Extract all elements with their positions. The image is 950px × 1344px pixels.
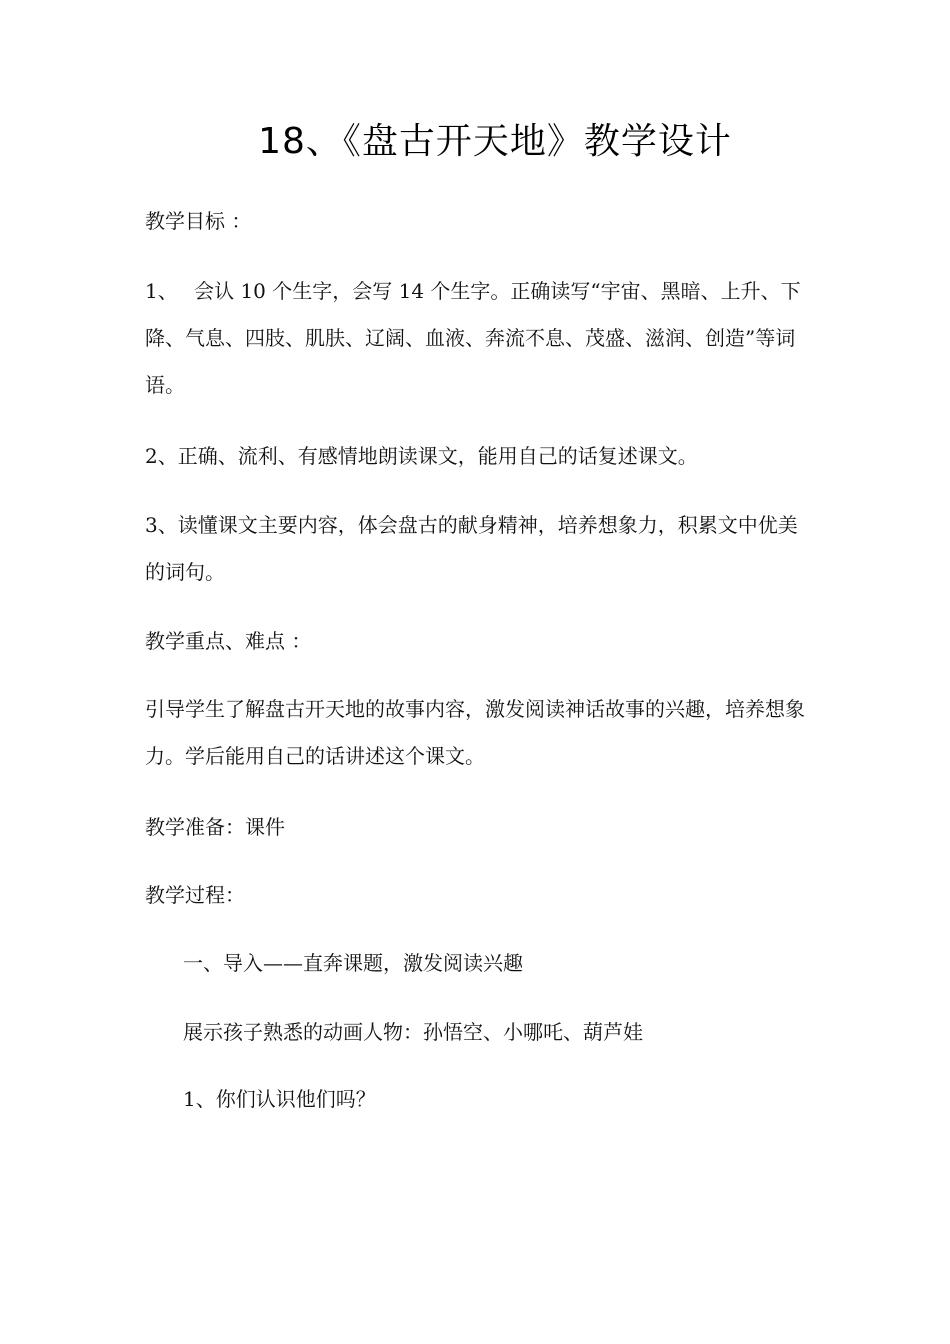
objective-item-2: 2、正确、流利、有感情地朗读课文，能用自己的话复述课文。 <box>145 444 698 468</box>
document-title: 18、《盘古开天地》教学设计 <box>258 121 732 162</box>
section-heading-objectives: 教学目标 ： <box>145 209 252 233</box>
process-step-intro: 一、导入——直奔课题，激发阅读兴趣 <box>183 951 523 975</box>
section-heading-process: 教学过程： <box>145 883 245 907</box>
process-question-1: 1、你们认识他们吗？ <box>183 1087 376 1111</box>
process-display-line: 展示孩子熟悉的动画人物：孙悟空、小哪吒、葫芦娃 <box>183 1020 643 1044</box>
section-heading-key-points: 教学重点、难点 ： <box>145 629 312 653</box>
key-points-paragraph: 引导学生了解盘古开天地的故事内容，激发阅读神话故事的兴趣，培养想象力。学后能用自己的话讲述这个课文。 <box>145 697 805 768</box>
objective-item-1: 1、 会认 10 个生字，会写 14 个生字。正确读写“宇宙、黑暗、上升、下降、气息、四肢、肌肤、辽阔、血液、奔流不息、茂盛、滋润、创造”等词语。 <box>145 279 801 397</box>
preparation-line: 教学准备：课件 <box>145 815 285 839</box>
objective-item-3: 3、读懂课文主要内容，体会盘古的献身精神，培养想象力，积累文中优美的词句。 <box>145 513 798 584</box>
